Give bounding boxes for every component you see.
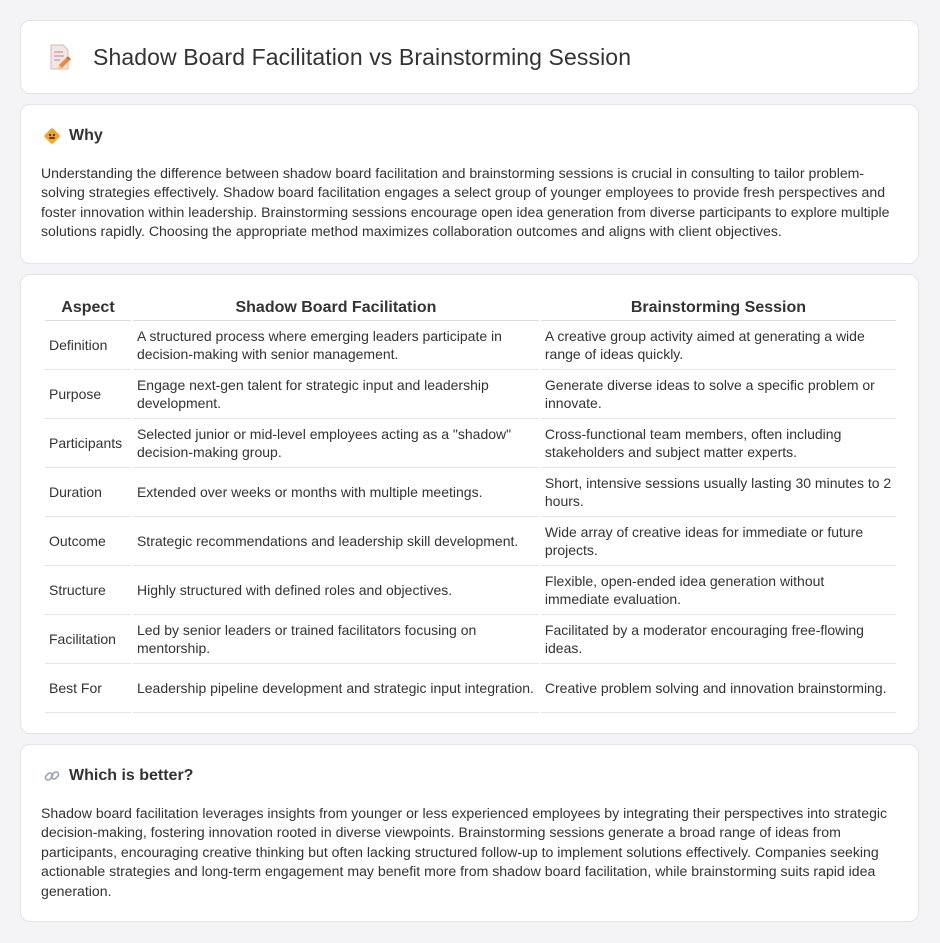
table-row: [45, 566, 896, 615]
row-aspect: Facilitation: [45, 615, 131, 664]
row-shadow-board: Extended over weeks or months with multiple meetings.: [133, 468, 539, 517]
row-brainstorming: Creative problem solving and innovation brainstorming.: [541, 664, 896, 713]
row-shadow-board: Led by senior leaders or trained facilitators focusing on mentorship.: [133, 615, 539, 664]
table-row: [45, 517, 896, 566]
row-aspect: Participants: [45, 419, 131, 468]
row-brainstorming: Generate diverse ideas to solve a specific problem or innovate.: [541, 370, 896, 419]
row-brainstorming: Cross-functional team members, often including stakeholders and subject matter experts.: [541, 419, 896, 468]
table-row: [45, 370, 896, 419]
row-brainstorming: Flexible, open-ended idea generation without immediate evaluation.: [541, 566, 896, 615]
link-icon: [43, 767, 61, 785]
why-text: Understanding the difference between shadow board facilitation and brainstorming sessions is crucial in consulting to tailor problem-solving strategies effectively. Shadow board facilitation engages a select group of younger employees to provide fresh perspectives and foster innovation within leadership. Brainstorming sessions encourage open idea generation from diverse participants to explore multiple solutions rapidly. Choosing the appropriate method maximizes collaboration outcomes and aligns with client objectives.: [41, 165, 890, 240]
header-shadow-board: Shadow Board Facilitation: [133, 295, 539, 321]
table-row: [45, 321, 896, 370]
row-shadow-board: Highly structured with defined roles and objectives.: [133, 566, 539, 615]
row-shadow-board: A structured process where emerging leaders participate in decision-making with senior management.: [133, 321, 539, 370]
row-aspect: Best For: [45, 664, 131, 713]
table-row: [45, 419, 896, 468]
why-heading: Why: [69, 127, 103, 144]
header-brainstorming: Brainstorming Session: [541, 295, 896, 321]
warning-sign-icon: [43, 127, 61, 145]
better-heading: Which is better?: [69, 767, 194, 784]
row-shadow-board: Strategic recommendations and leadership skill development.: [133, 517, 539, 566]
comparison-table: [43, 295, 898, 713]
row-shadow-board: Engage next-gen talent for strategic input and leadership development.: [133, 370, 539, 419]
table-header-row: [45, 295, 896, 321]
document-pencil-icon: [47, 43, 73, 71]
row-brainstorming: Wide array of creative ideas for immediate or future projects.: [541, 517, 896, 566]
which-is-better-section: [20, 744, 919, 922]
row-brainstorming: Facilitated by a moderator encouraging free-flowing ideas.: [541, 615, 896, 664]
header-aspect: Aspect: [45, 295, 131, 321]
table-row: [45, 664, 896, 713]
row-shadow-board: Leadership pipeline development and strategic input integration.: [133, 664, 539, 713]
why-section: [20, 104, 919, 264]
row-brainstorming: A creative group activity aimed at generating a wide range of ideas quickly.: [541, 321, 896, 370]
row-shadow-board: Selected junior or mid-level employees acting as a "shadow" decision-making group.: [133, 419, 539, 468]
better-text: Shadow board facilitation leverages insights from younger or less experienced employees by integrating their perspectives into strategic decision-making, fostering innovation rooted in diverse viewpoints. Brainstorming sessions generate a broad range of ideas from participants, encouraging creative thinking but often lacking structured follow-up to implement solutions effectively. Companies seeking actionable strategies and long-term engagement may benefit more from shadow board facilitation, while brainstorming suits rapid idea generation.: [41, 805, 888, 899]
title-card: [20, 20, 919, 94]
table-row: [45, 468, 896, 517]
page-title: Shadow Board Facilitation vs Brainstorming Session: [93, 43, 632, 70]
row-aspect: Duration: [45, 468, 131, 517]
row-aspect: Structure: [45, 566, 131, 615]
row-aspect: Definition: [45, 321, 131, 370]
row-aspect: Purpose: [45, 370, 131, 419]
table-row: [45, 615, 896, 664]
row-brainstorming: Short, intensive sessions usually lasting 30 minutes to 2 hours.: [541, 468, 896, 517]
row-aspect: Outcome: [45, 517, 131, 566]
comparison-section: [20, 274, 919, 734]
